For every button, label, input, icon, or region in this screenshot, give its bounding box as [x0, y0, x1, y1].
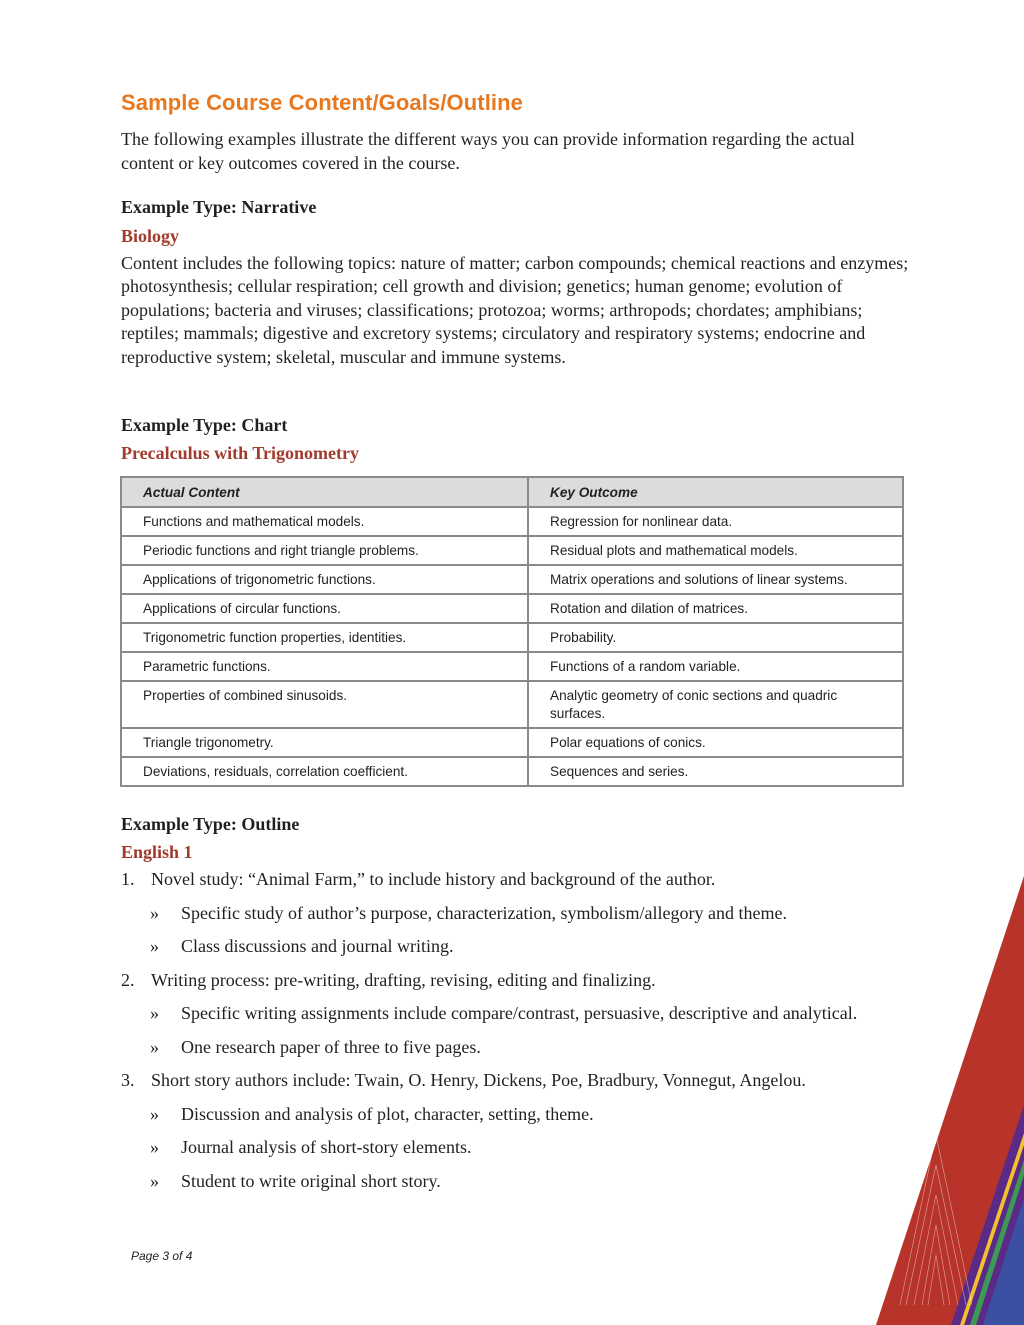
narrative-course-title: Biology [121, 226, 180, 246]
table-row [121, 681, 903, 728]
cell-key-outcome: Rotation and dilation of matrices. [528, 594, 903, 623]
outcomes-table [120, 476, 904, 787]
cell-key-outcome: Probability. [528, 623, 903, 652]
outline-item-text: Writing process: pre-writing, drafting, revising, editing and finalizing. [151, 969, 656, 990]
bullet-icon: » [150, 902, 159, 923]
table-row [121, 623, 903, 652]
outline-subitem [121, 1136, 911, 1159]
cell-actual-content: Applications of trigonometric functions. [121, 565, 528, 594]
cell-key-outcome: Analytic geometry of conic sections and quadric surfaces. [528, 681, 903, 728]
cell-actual-content: Parametric functions. [121, 652, 528, 681]
outline-item [121, 1069, 911, 1092]
column-header-key-outcome: Key Outcome [528, 477, 903, 507]
outline-subitem [121, 902, 911, 925]
chart-course-title: Precalculus with Trigonometry [121, 443, 359, 463]
outline-item [121, 969, 911, 992]
outline-subitem [121, 1103, 911, 1126]
outline-item-number: 2. [121, 969, 135, 990]
cell-actual-content: Deviations, residuals, correlation coefficient. [121, 757, 528, 786]
narrative-content: Content includes the following topics: nature of matter; carbon compounds; chemical reactions and enzymes; photosynthesis; cellular respiration; cell growth and division; genetics; human genome; evolution of populations; bacteria and viruses; classifications; protozoa; worms; arthropods; chordates; amphibians; reptiles; mammals; digestive and excretory systems; circulatory and respiratory systems; endocrine and reproductive system; skeletal, muscular and immune systems. [121, 253, 909, 367]
cell-key-outcome: Matrix operations and solutions of linear systems. [528, 565, 903, 594]
outline-subitem [121, 1002, 911, 1025]
bullet-icon: » [150, 1137, 159, 1157]
page-title: Sample Course Content/Goals/Outline [121, 90, 524, 115]
cell-key-outcome: Functions of a random variable. [528, 652, 903, 681]
cell-actual-content: Applications of circular functions. [121, 594, 528, 623]
bullet-icon: » [150, 1003, 159, 1023]
bullet-icon: » [150, 1103, 159, 1124]
deco-green-stripe [970, 1160, 1024, 1325]
table-row [121, 757, 903, 786]
outline-subitem-text: Class discussions and journal writing. [181, 936, 454, 956]
intro-paragraph: The following examples illustrate the different ways you can provide information regarding the actual content or key outcomes covered in the course. [121, 129, 855, 173]
outline-item [121, 868, 911, 891]
page-number: Page 3 of 4 [131, 1249, 193, 1263]
cell-key-outcome: Polar equations of conics. [528, 728, 903, 757]
cell-key-outcome: Regression for nonlinear data. [528, 507, 903, 536]
table-row [121, 594, 903, 623]
outline-item-number: 3. [121, 1070, 135, 1090]
outline-item-number: 1. [121, 869, 135, 889]
table-header-row [121, 477, 903, 507]
outline-type-label: Example Type: Outline [121, 814, 300, 834]
outline-course-title: English 1 [121, 842, 193, 862]
outline-subitem [121, 1170, 911, 1193]
table-row [121, 507, 903, 536]
cell-actual-content: Properties of combined sinusoids. [121, 681, 528, 728]
table-row [121, 565, 903, 594]
outline-subitem-text: Journal analysis of short-story elements. [181, 1137, 472, 1157]
chart-type-label: Example Type: Chart [121, 415, 288, 435]
bullet-icon: » [150, 936, 159, 956]
cell-key-outcome: Sequences and series. [528, 757, 903, 786]
narrative-type-label: Example Type: Narrative [121, 197, 317, 217]
outline-subitem [121, 935, 911, 958]
bullet-icon: » [150, 1170, 159, 1191]
cell-actual-content: Triangle trigonometry. [121, 728, 528, 757]
outline-subitem-text: One research paper of three to five pages. [181, 1036, 481, 1057]
deco-yellow-stripe [960, 1133, 1024, 1325]
outline-subitem-text: Student to write original short story. [181, 1170, 441, 1191]
outline-subitem-text: Specific writing assignments include compare/contrast, persuasive, descriptive and analytical. [181, 1003, 858, 1023]
outline-item-text: Novel study: “Animal Farm,” to include history and background of the author. [151, 869, 716, 889]
outline-subitem-text: Discussion and analysis of plot, character, setting, theme. [181, 1103, 594, 1124]
deco-blue-stripe [983, 1198, 1024, 1325]
deco-purple-stripe [951, 1105, 1024, 1325]
outline-subitem [121, 1036, 911, 1059]
column-header-actual-content: Actual Content [121, 477, 528, 507]
table-row [121, 652, 903, 681]
outline-subitem-text: Specific study of author’s purpose, characterization, symbolism/allegory and theme. [181, 902, 787, 923]
bullet-icon: » [150, 1036, 159, 1057]
cell-actual-content: Functions and mathematical models. [121, 507, 528, 536]
table-row [121, 536, 903, 565]
table-body [121, 507, 903, 786]
table-row [121, 728, 903, 757]
cell-actual-content: Trigonometric function properties, identities. [121, 623, 528, 652]
cell-key-outcome: Residual plots and mathematical models. [528, 536, 903, 565]
cell-actual-content: Periodic functions and right triangle problems. [121, 536, 528, 565]
outline-list [121, 868, 911, 1203]
outline-item-text: Short story authors include: Twain, O. Henry, Dickens, Poe, Bradbury, Vonnegut, Angelou. [151, 1070, 806, 1090]
